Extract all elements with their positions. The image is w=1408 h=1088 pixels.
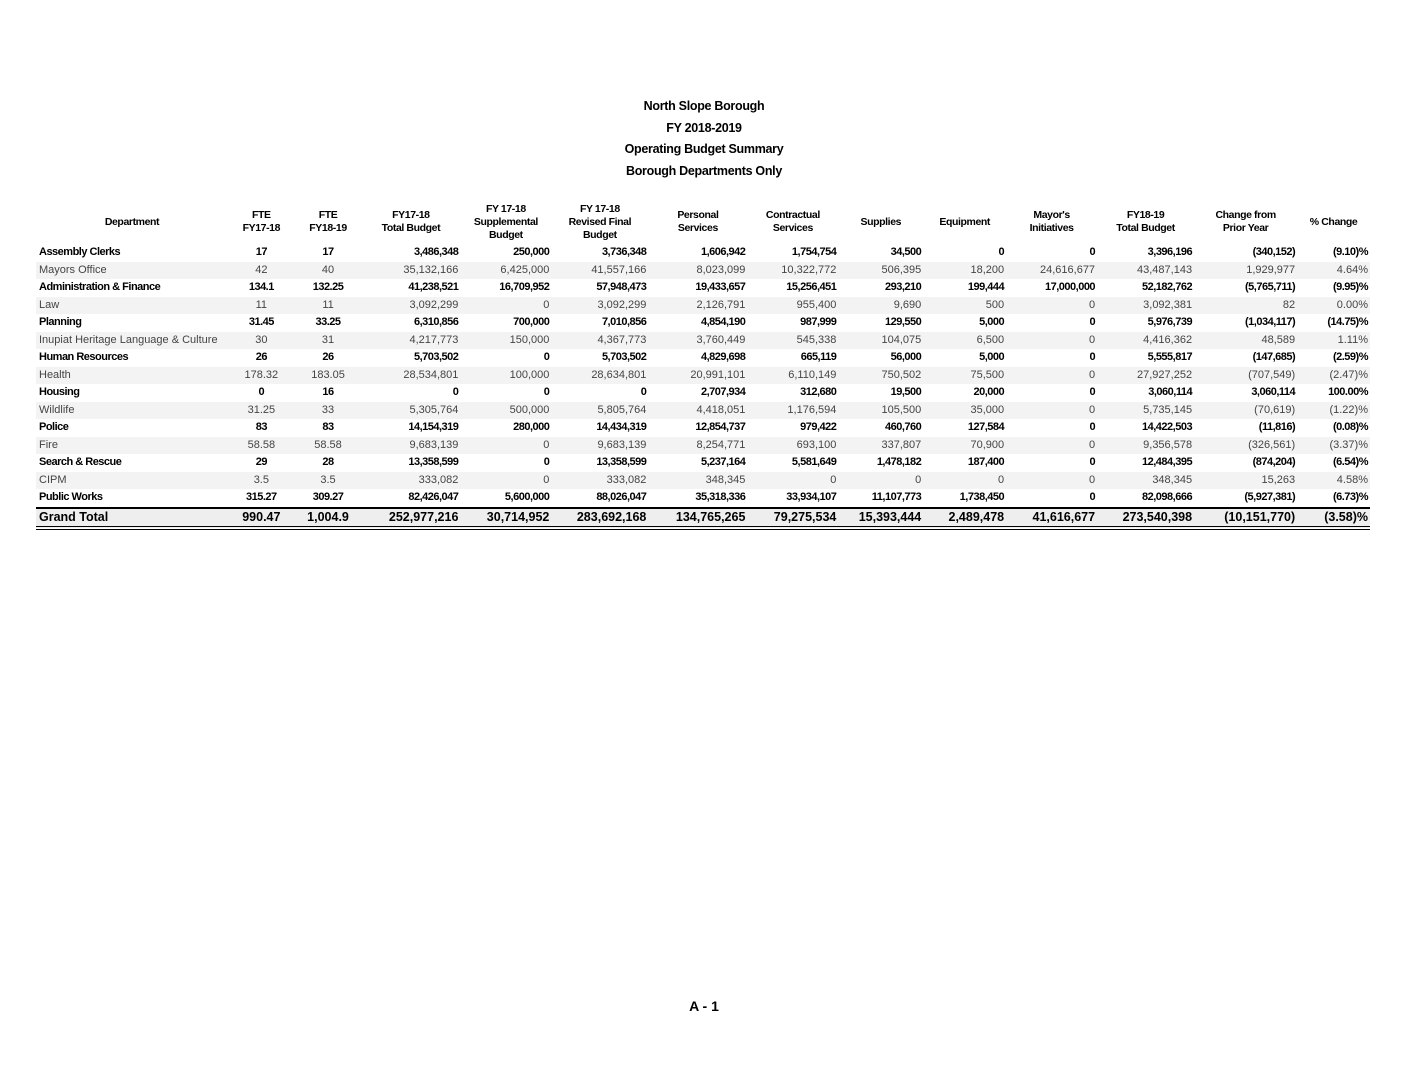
cell-department: Law [36,297,228,315]
cell-fte-1819: 183.05 [295,367,362,385]
cell-supplies: 19,500 [838,384,923,402]
cell-total-1819: 5,555,817 [1097,349,1194,367]
cell-revised: 41,557,166 [551,262,648,280]
cell-total-1819: 3,060,114 [1097,384,1194,402]
col-header-fte-1819: FTE FY18-19 [309,209,347,234]
cell-equipment: 127,584 [923,419,1006,437]
col-header-total-1819: FY18-19 Total Budget [1116,209,1175,234]
cell-change: 1,929,977 [1194,262,1297,280]
cell-equipment: 2,489,478 [923,508,1006,528]
cell-supplemental: 100,000 [460,367,551,385]
cell-fte-1819: 132.25 [295,279,362,297]
cell-contractual: 6,110,149 [747,367,838,385]
cell-change: 48,589 [1194,332,1297,350]
cell-supplemental: 0 [460,297,551,315]
table-row [36,279,1370,297]
cell-change: (340,152) [1194,244,1297,262]
cell-fte-1718: 0 [228,384,295,402]
cell-fte-1718: 30 [228,332,295,350]
cell-supplemental: 0 [460,437,551,455]
cell-supplies: 105,500 [838,402,923,420]
cell-equipment: 35,000 [923,402,1006,420]
cell-change: (70,619) [1194,402,1297,420]
cell-department: Administration & Finance [36,279,228,297]
cell-fte-1718: 315.27 [228,489,295,508]
cell-total-1819: 52,182,762 [1097,279,1194,297]
cell-personal: 3,760,449 [648,332,747,350]
table-row [36,297,1370,315]
cell-supplemental: 700,000 [460,314,551,332]
cell-total-1718: 14,154,319 [361,419,460,437]
cell-department: Police [36,419,228,437]
cell-change: (1,034,117) [1194,314,1297,332]
cell-change: (5,765,711) [1194,279,1297,297]
cell-supplemental: 250,000 [460,244,551,262]
cell-equipment: 0 [923,244,1006,262]
cell-fte-1718: 26 [228,349,295,367]
cell-pct-change: (6.73)% [1297,489,1370,508]
cell-fte-1819: 3.5 [295,472,362,490]
col-header-total-1718: FY17-18 Total Budget [381,209,441,234]
cell-fte-1819: 17 [295,244,362,262]
cell-supplies: 34,500 [838,244,923,262]
table-row [36,472,1370,490]
cell-change: (707,549) [1194,367,1297,385]
col-header-fte-1718: FTE FY17-18 [242,209,281,234]
cell-department: Grand Total [36,508,228,528]
table-row [36,419,1370,437]
cell-fte-1718: 31.45 [228,314,295,332]
cell-total-1819: 43,487,143 [1097,262,1194,280]
cell-pct-change: 4.58% [1297,472,1370,490]
cell-total-1718: 5,703,502 [361,349,460,367]
cell-equipment: 18,200 [923,262,1006,280]
cell-equipment: 5,000 [923,349,1006,367]
cell-revised: 5,703,502 [551,349,648,367]
cell-supplies: 0 [838,472,923,490]
cell-total-1718: 5,305,764 [361,402,460,420]
cell-pct-change: (14.75)% [1297,314,1370,332]
col-header-personal: Personal Services [677,209,719,234]
cell-equipment: 199,444 [923,279,1006,297]
table-row [36,384,1370,402]
cell-change: (147,685) [1194,349,1297,367]
cell-fte-1718: 134.1 [228,279,295,297]
cell-change: (326,561) [1194,437,1297,455]
cell-supplies: 56,000 [838,349,923,367]
cell-total-1718: 333,082 [361,472,460,490]
cell-pct-change: (9.10)% [1297,244,1370,262]
cell-total-1819: 273,540,398 [1097,508,1194,528]
cell-pct-change: (1.22)% [1297,402,1370,420]
cell-personal: 8,254,771 [648,437,747,455]
cell-total-1718: 41,238,521 [361,279,460,297]
cell-pct-change: 0.00% [1297,297,1370,315]
cell-supplemental: 150,000 [460,332,551,350]
table-row [36,367,1370,385]
cell-total-1819: 4,416,362 [1097,332,1194,350]
table-row [36,402,1370,420]
cell-mayors: 0 [1006,314,1097,332]
cell-equipment: 75,500 [923,367,1006,385]
cell-total-1819: 5,735,145 [1097,402,1194,420]
cell-fte-1819: 16 [295,384,362,402]
cell-personal: 1,606,942 [648,244,747,262]
cell-total-1819: 9,356,578 [1097,437,1194,455]
cell-total-1819: 3,092,381 [1097,297,1194,315]
cell-equipment: 0 [923,472,1006,490]
cell-pct-change: (2.59)% [1297,349,1370,367]
cell-personal: 5,237,164 [648,454,747,472]
cell-revised: 13,358,599 [551,454,648,472]
cell-change: (874,204) [1194,454,1297,472]
col-header-department: Department [104,215,160,228]
cell-pct-change: (0.08)% [1297,419,1370,437]
cell-supplies: 129,550 [838,314,923,332]
cell-personal: 12,854,737 [648,419,747,437]
cell-equipment: 70,900 [923,437,1006,455]
col-header-contractual: Contractual Services [765,209,820,234]
header-row [36,200,1370,244]
cell-supplemental: 0 [460,472,551,490]
cell-pct-change: (2.47)% [1297,367,1370,385]
cell-revised: 57,948,473 [551,279,648,297]
table-row [36,489,1370,508]
cell-supplies: 750,502 [838,367,923,385]
cell-contractual: 10,322,772 [747,262,838,280]
col-header-equipment: Equipment [939,215,990,228]
cell-mayors: 0 [1006,402,1097,420]
cell-contractual: 1,176,594 [747,402,838,420]
cell-total-1819: 3,396,196 [1097,244,1194,262]
cell-mayors: 0 [1006,332,1097,350]
cell-revised: 283,692,168 [551,508,648,528]
cell-personal: 19,433,657 [648,279,747,297]
cell-fte-1819: 33 [295,402,362,420]
cell-contractual: 955,400 [747,297,838,315]
cell-department: Inupiat Heritage Language & Culture [36,332,228,350]
cell-supplemental: 16,709,952 [460,279,551,297]
cell-personal: 134,765,265 [648,508,747,528]
cell-contractual: 312,680 [747,384,838,402]
cell-pct-change: 1.11% [1297,332,1370,350]
cell-supplies: 1,478,182 [838,454,923,472]
cell-department: Fire [36,437,228,455]
cell-fte-1819: 83 [295,419,362,437]
cell-total-1718: 9,683,139 [361,437,460,455]
cell-total-1718: 4,217,773 [361,332,460,350]
cell-contractual: 665,119 [747,349,838,367]
cell-personal: 4,854,190 [648,314,747,332]
cell-total-1819: 82,098,666 [1097,489,1194,508]
cell-equipment: 6,500 [923,332,1006,350]
table-row [36,349,1370,367]
cell-personal: 4,829,698 [648,349,747,367]
cell-mayors: 0 [1006,349,1097,367]
cell-supplies: 11,107,773 [838,489,923,508]
cell-supplies: 293,210 [838,279,923,297]
cell-revised: 7,010,856 [551,314,648,332]
cell-equipment: 500 [923,297,1006,315]
cell-change: 3,060,114 [1194,384,1297,402]
cell-fte-1718: 31.25 [228,402,295,420]
cell-revised: 28,634,801 [551,367,648,385]
cell-contractual: 15,256,451 [747,279,838,297]
budget-table-body [36,244,1370,508]
cell-pct-change: (9.95)% [1297,279,1370,297]
cell-fte-1718: 29 [228,454,295,472]
cell-contractual: 5,581,649 [747,454,838,472]
org-title: North Slope Borough [643,99,765,113]
fiscal-year-title: FY 2018-2019 [666,120,742,135]
table-row [36,314,1370,332]
cell-department: Planning [36,314,228,332]
cell-fte-1718: 178.32 [228,367,295,385]
cell-fte-1718: 3.5 [228,472,295,490]
cell-equipment: 20,000 [923,384,1006,402]
cell-personal: 2,707,934 [648,384,747,402]
page-number: A - 1 [689,998,719,1014]
cell-fte-1718: 990.47 [228,508,295,528]
cell-supplies: 337,807 [838,437,923,455]
cell-revised: 9,683,139 [551,437,648,455]
cell-revised: 0 [551,384,648,402]
cell-department: Wildlife [36,402,228,420]
cell-total-1718: 6,310,856 [361,314,460,332]
cell-fte-1819: 309.27 [295,489,362,508]
cell-contractual: 987,999 [747,314,838,332]
table-row [36,262,1370,280]
cell-equipment: 187,400 [923,454,1006,472]
cell-supplies: 104,075 [838,332,923,350]
cell-revised: 14,434,319 [551,419,648,437]
cell-supplemental: 0 [460,454,551,472]
cell-department: Health [36,367,228,385]
col-header-change: Change from Prior Year [1215,209,1276,234]
cell-supplemental: 0 [460,349,551,367]
cell-contractual: 79,275,534 [747,508,838,528]
cell-supplies: 506,395 [838,262,923,280]
cell-total-1718: 0 [361,384,460,402]
cell-total-1819: 12,484,395 [1097,454,1194,472]
cell-mayors: 0 [1006,437,1097,455]
budget-summary-table [36,200,1370,530]
col-header-supplemental: FY 17-18 Supplemental Budget [473,202,538,241]
cell-contractual: 33,934,107 [747,489,838,508]
table-row [36,332,1370,350]
cell-pct-change: 100.00% [1297,384,1370,402]
cell-change: (10,151,770) [1194,508,1297,528]
cell-change: 82 [1194,297,1297,315]
report-title-block [0,96,1408,182]
cell-total-1819: 27,927,252 [1097,367,1194,385]
cell-equipment: 1,738,450 [923,489,1006,508]
report-name: Operating Budget Summary [624,142,784,156]
cell-department: Mayors Office [36,262,228,280]
cell-total-1819: 14,422,503 [1097,419,1194,437]
cell-pct-change: 4.64% [1297,262,1370,280]
cell-revised: 88,026,047 [551,489,648,508]
cell-mayors: 24,616,677 [1006,262,1097,280]
cell-department: Human Resources [36,349,228,367]
cell-total-1819: 5,976,739 [1097,314,1194,332]
cell-supplies: 460,760 [838,419,923,437]
cell-personal: 20,991,101 [648,367,747,385]
cell-department: Public Works [36,489,228,508]
cell-supplemental: 5,600,000 [460,489,551,508]
cell-fte-1819: 11 [295,297,362,315]
col-header-revised: FY 17-18 Revised Final Budget [568,202,632,241]
cell-mayors: 0 [1006,244,1097,262]
cell-contractual: 979,422 [747,419,838,437]
cell-personal: 348,345 [648,472,747,490]
cell-department: Assembly Clerks [36,244,228,262]
cell-fte-1718: 58.58 [228,437,295,455]
cell-department: Housing [36,384,228,402]
cell-contractual: 1,754,754 [747,244,838,262]
cell-personal: 8,023,099 [648,262,747,280]
cell-mayors: 0 [1006,454,1097,472]
cell-supplemental: 30,714,952 [460,508,551,528]
cell-mayors: 0 [1006,489,1097,508]
table-row [36,437,1370,455]
cell-personal: 4,418,051 [648,402,747,420]
cell-supplemental: 0 [460,384,551,402]
cell-total-1718: 252,977,216 [361,508,460,528]
cell-fte-1819: 33.25 [295,314,362,332]
cell-total-1819: 348,345 [1097,472,1194,490]
cell-department: Search & Rescue [36,454,228,472]
cell-revised: 3,092,299 [551,297,648,315]
cell-department: CIPM [36,472,228,490]
table-row [36,454,1370,472]
cell-mayors: 0 [1006,472,1097,490]
cell-total-1718: 35,132,166 [361,262,460,280]
cell-fte-1819: 31 [295,332,362,350]
cell-total-1718: 82,426,047 [361,489,460,508]
col-header-supplies: Supplies [860,215,902,228]
col-header-pct-change: % Change [1309,215,1358,228]
cell-revised: 5,805,764 [551,402,648,420]
cell-personal: 2,126,791 [648,297,747,315]
cell-supplemental: 6,425,000 [460,262,551,280]
cell-mayors: 0 [1006,367,1097,385]
cell-mayors: 0 [1006,384,1097,402]
cell-mayors: 17,000,000 [1006,279,1097,297]
cell-pct-change: (3.37)% [1297,437,1370,455]
cell-fte-1819: 28 [295,454,362,472]
cell-fte-1819: 40 [295,262,362,280]
cell-contractual: 545,338 [747,332,838,350]
cell-mayors: 41,616,677 [1006,508,1097,528]
cell-supplies: 15,393,444 [838,508,923,528]
cell-fte-1819: 1,004.9 [295,508,362,528]
cell-revised: 4,367,773 [551,332,648,350]
table-row [36,244,1370,262]
cell-contractual: 0 [747,472,838,490]
cell-mayors: 0 [1006,297,1097,315]
report-scope: Borough Departments Only [625,163,782,178]
cell-personal: 35,318,336 [648,489,747,508]
cell-change: (11,816) [1194,419,1297,437]
cell-fte-1718: 83 [228,419,295,437]
cell-fte-1718: 42 [228,262,295,280]
cell-fte-1718: 17 [228,244,295,262]
cell-revised: 3,736,348 [551,244,648,262]
cell-fte-1819: 58.58 [295,437,362,455]
cell-change: 15,263 [1194,472,1297,490]
cell-revised: 333,082 [551,472,648,490]
cell-mayors: 0 [1006,419,1097,437]
cell-fte-1718: 11 [228,297,295,315]
cell-total-1718: 28,534,801 [361,367,460,385]
cell-contractual: 693,100 [747,437,838,455]
cell-total-1718: 3,486,348 [361,244,460,262]
cell-supplies: 9,690 [838,297,923,315]
cell-pct-change: (3.58)% [1297,508,1370,528]
cell-equipment: 5,000 [923,314,1006,332]
cell-supplemental: 280,000 [460,419,551,437]
cell-fte-1819: 26 [295,349,362,367]
col-header-mayors: Mayor's Initiatives [1029,209,1074,234]
cell-change: (5,927,381) [1194,489,1297,508]
grand-total-row [36,508,1370,528]
cell-pct-change: (6.54)% [1297,454,1370,472]
cell-supplemental: 500,000 [460,402,551,420]
cell-total-1718: 13,358,599 [361,454,460,472]
cell-total-1718: 3,092,299 [361,297,460,315]
